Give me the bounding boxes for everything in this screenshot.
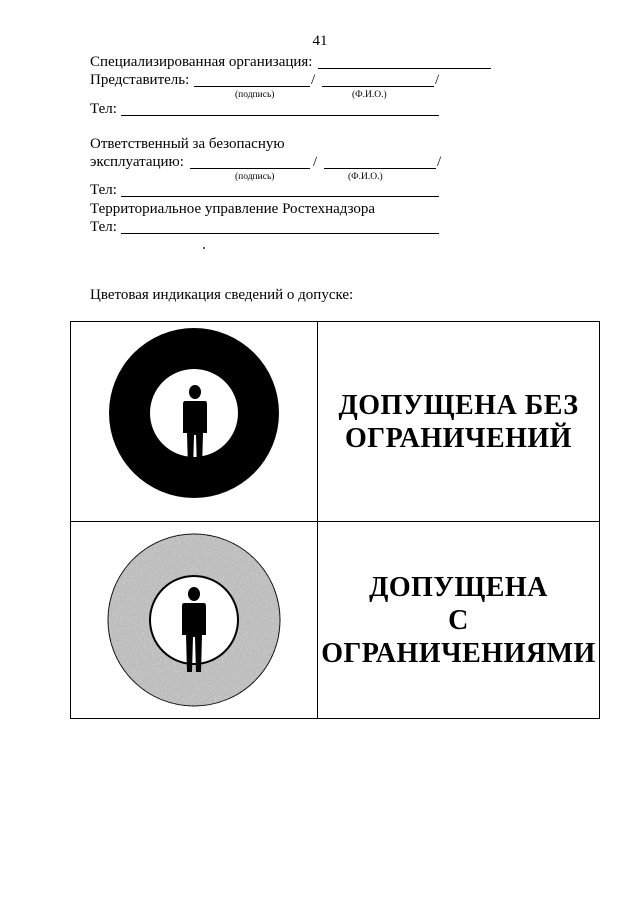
slash-separator: / xyxy=(435,72,440,88)
slash-separator: / xyxy=(437,154,442,170)
status-text-cell xyxy=(318,322,599,521)
status-table xyxy=(70,321,600,719)
specialized-org-label: Специализированная организация: xyxy=(90,54,313,70)
fio-hint: (Ф.И.О.) xyxy=(348,172,383,182)
responsible-fio-field[interactable] xyxy=(324,168,436,169)
phone-field[interactable] xyxy=(121,196,439,197)
representative-row xyxy=(90,71,510,100)
specialized-org-field[interactable] xyxy=(318,68,491,69)
status-symbol-cell xyxy=(71,522,318,718)
phone-label: Тел: xyxy=(90,182,117,198)
signature-hint: (подпись) xyxy=(235,172,275,182)
signature-hint: (подпись) xyxy=(235,90,275,100)
representative-signature-field[interactable] xyxy=(194,86,310,87)
status-text-unrestricted: ДОПУЩЕНА БЕЗ ОГРАНИЧЕНИЙ xyxy=(338,389,579,454)
status-symbol xyxy=(71,522,318,718)
representative-label: Представитель: xyxy=(90,72,190,88)
scan-speck xyxy=(203,247,205,249)
status-row-unrestricted xyxy=(71,322,599,522)
status-text-restricted: ДОПУЩЕНА С ОГРАНИЧЕНИЯМИ xyxy=(321,571,596,669)
phone-field[interactable] xyxy=(121,115,439,116)
specialized-org-row xyxy=(90,53,510,71)
indication-title: Цветовая индикация сведений о допуске: xyxy=(90,287,354,303)
status-row-restricted xyxy=(71,522,599,718)
fio-hint: (Ф.И.О.) xyxy=(352,90,387,100)
responsible-signature-field[interactable] xyxy=(190,168,310,169)
phone-label: Тел: xyxy=(90,219,117,235)
responsible-label: Ответственный за безопасную xyxy=(90,136,285,152)
phone-row-1 xyxy=(90,100,510,118)
status-text-cell xyxy=(318,522,599,718)
slash-separator: / xyxy=(313,154,318,170)
territorial-label: Территориальное управление Ростехнадзора xyxy=(90,201,376,217)
territorial-row xyxy=(90,200,510,236)
phone-row-2 xyxy=(90,181,510,199)
responsible-row xyxy=(90,135,510,182)
phone-label: Тел: xyxy=(90,101,117,117)
status-symbol xyxy=(71,322,318,522)
page-number: 41 xyxy=(312,33,328,49)
responsible-label-cont: эксплуатацию: xyxy=(90,154,184,170)
slash-separator: / xyxy=(311,72,316,88)
phone-field[interactable] xyxy=(121,233,439,234)
representative-fio-field[interactable] xyxy=(322,86,434,87)
status-symbol-cell xyxy=(71,322,318,521)
